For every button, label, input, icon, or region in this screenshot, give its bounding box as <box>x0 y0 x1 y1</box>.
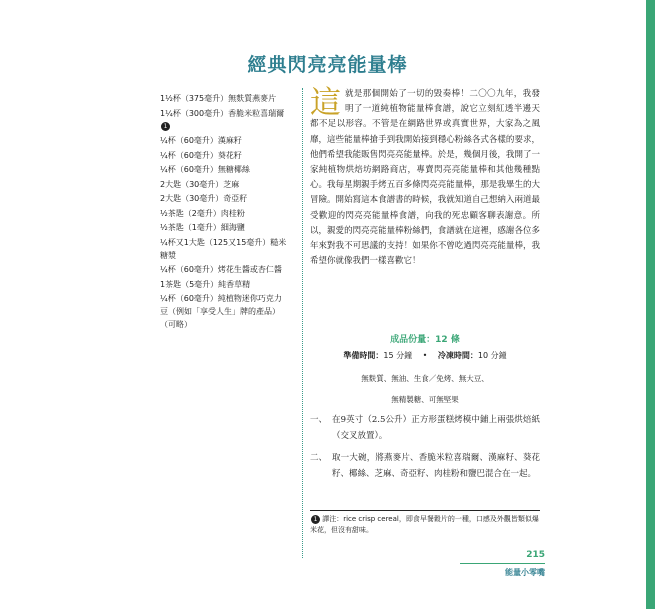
instruction-step <box>310 412 540 444</box>
time-info <box>310 350 540 361</box>
diet-tags <box>310 368 540 410</box>
step-number: 二、 <box>310 453 328 463</box>
yield-label: 成品份量：12 條 <box>390 335 460 345</box>
page-edge-tab <box>646 0 655 609</box>
footnote-marker: 1 <box>311 515 320 524</box>
ingredient-text: 1¼杯（300毫升）香脆米粒喜瑞爾 <box>160 108 285 118</box>
ingredient-item: 2大匙（30毫升）芝麻 <box>160 179 240 189</box>
ingredient-item-with-footnote <box>160 107 288 133</box>
page-title: 經典閃亮亮能量棒 <box>247 54 408 76</box>
ingredient-item: ¼杯（60毫升）純植物迷你巧克力豆（例如「享受人生」牌的產品）（可略） <box>160 294 282 329</box>
prep-time-value: 15 分鐘 <box>383 351 413 360</box>
ingredient-item: ¼杯（60毫升）葵花籽 <box>160 150 242 160</box>
ingredient-item: 2大匙（30毫升）奇亞籽 <box>160 194 248 203</box>
ingredient-item: ½茶匙（2毫升）肉桂粉 <box>160 208 245 218</box>
ingredient-item: 1½杯（375毫升）無麩質燕麥片 <box>160 94 277 103</box>
freeze-time-value: 10 分鐘 <box>477 351 507 360</box>
step-text: 取一大碗，將燕麥片、香脆米粒喜瑞爾、漢麻籽、葵花籽、椰絲、芝麻、奇亞籽、肉桂粉和鹽巴混合在一起。 <box>332 453 540 479</box>
column-divider <box>302 88 303 558</box>
intro-text: 就是那個開始了一切的毀奏棒！二〇〇九年，我發明了一道純植物能量棒食譜，說它立刻紅透半邊天都不足以形容。不管是在網路世界或真實世界，大家為之風靡，這些能量棒搶手到我開始接到穩心粉絲各式各樣的要求，他們希望我能販售閃亮亮能量棒。於是，幾個月後，我開了一家純植物烘焙坊網路商店，專賣閃亮亮能量棒和其他幾種點心。我每星期親手烤五百多條閃亮亮能量棒，那是我畢生的大冒險。開始寫這本食譜書的時候，我就知道自己想納入兩道最受歡迎的閃亮亮能量棒食譜，向我的死忠顧客聊表謝意。所以，親愛的閃亮亮能量棒粉絲們，食譜就在這裡，感謝各位多年來對我不可思議的支持！如果你不曾吃過閃亮亮能量棒，我希望你就像我們一樣喜歡它！ <box>310 89 540 267</box>
diet-tags-line: 無精製糖、可無堅果 <box>391 395 459 404</box>
footnote-text: 譯注：rice crisp cereal，即食早餐穀片的一種，口感及外觀皆類似爆米花，但沒有甜味。 <box>310 515 539 534</box>
instruction-step <box>310 450 540 482</box>
ingredient-item: ¼杯（60毫升）無糖椰絲 <box>160 165 250 174</box>
freeze-time-label: 冷凍時間： <box>437 351 478 360</box>
diet-tags-line: 無麩質、無油、生食／免烤、無大豆、 <box>361 374 489 383</box>
prep-time-label: 準備時間： <box>343 351 384 360</box>
page-number: 215 <box>526 550 545 560</box>
ingredient-item: ¼杯又1大匙（125又15毫升）糙米糖漿 <box>160 237 287 260</box>
ingredient-item: ½茶匙（1毫升）細海鹽 <box>160 223 245 232</box>
ingredient-item: ¼杯（60毫升）漢麻籽 <box>160 136 242 145</box>
section-rule <box>460 563 545 564</box>
section-label: 能量小零嘴 <box>505 568 545 577</box>
ingredient-item: ¼杯（60毫升）烤花生醬或杏仁醬 <box>160 265 282 274</box>
intro-paragraph <box>310 87 540 269</box>
instruction-steps <box>310 412 540 488</box>
drop-cap: 這 <box>310 85 341 121</box>
step-text: 在9英寸（2.5公升）正方形蛋糕烤模中鋪上兩張烘焙紙（交叉放置）。 <box>332 415 540 441</box>
footnote <box>310 514 540 536</box>
time-separator: • <box>422 351 428 360</box>
footnote-rule <box>310 510 540 511</box>
ingredient-item: 1茶匙（5毫升）純香草精 <box>160 279 251 289</box>
step-number: 一、 <box>310 415 328 425</box>
footnote-marker: 1 <box>161 122 170 131</box>
ingredient-list <box>160 92 288 333</box>
